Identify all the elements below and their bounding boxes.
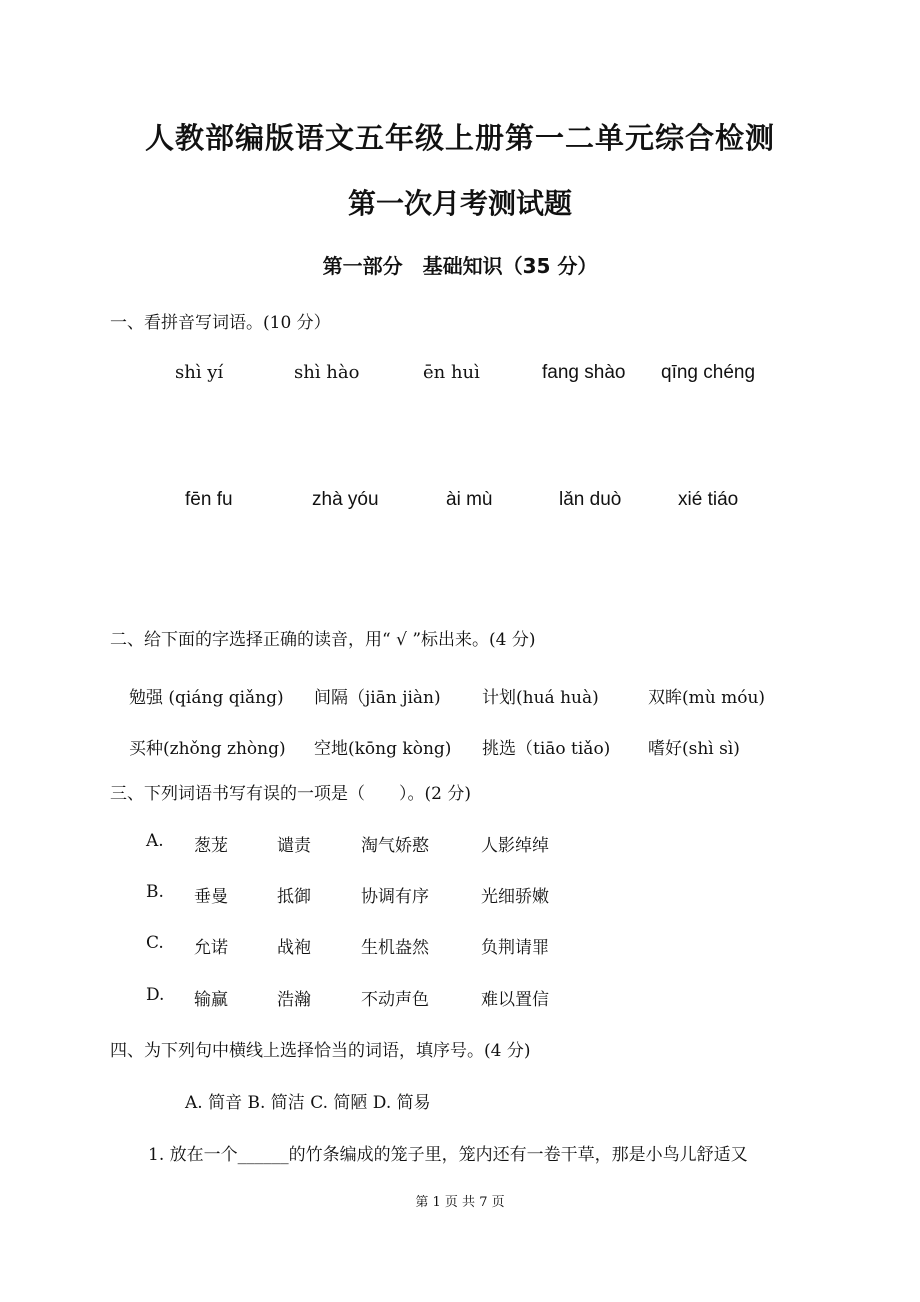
reading-choice: 间隔（jiān jiàn) bbox=[314, 688, 441, 708]
option-word: 垂曼 bbox=[194, 887, 228, 907]
pinyin-item: qīng chéng bbox=[661, 362, 756, 383]
option-word: 葱茏 bbox=[194, 836, 228, 856]
reading-choice: 计划(huá huà) bbox=[482, 688, 599, 708]
pinyin-item: ēn huì bbox=[423, 362, 480, 383]
reading-choice: 勉强 (qiáng qiǎng) bbox=[129, 688, 284, 708]
pinyin-item: ài mù bbox=[446, 489, 493, 510]
option-letter: D. bbox=[146, 985, 165, 1005]
option-word: 协调有序 bbox=[361, 887, 429, 907]
reading-choice: 空地(kōng kòng) bbox=[314, 739, 452, 759]
option-word: 难以置信 bbox=[481, 990, 549, 1010]
option-word: 光细骄嫩 bbox=[481, 887, 549, 907]
pinyin-item: zhà yóu bbox=[312, 489, 379, 510]
page-number: 第 1 页 共 7 页 bbox=[415, 1195, 505, 1210]
q4-label: 四、为下列句中横线上选择恰当的词语，填序号。(4 分) bbox=[110, 1041, 531, 1061]
pinyin-item: shì yí bbox=[175, 362, 224, 383]
q4-sentence-1: 1. 放在一个______的竹条编成的笼子里，笼内还有一卷干草，那是小鸟儿舒适又 bbox=[148, 1145, 748, 1165]
q1-label: 一、看拼音写词语。(10 分） bbox=[110, 313, 331, 333]
pinyin-item: lǎn duò bbox=[559, 489, 622, 510]
option-word: 不动声色 bbox=[361, 990, 429, 1010]
option-word: 输赢 bbox=[194, 990, 228, 1010]
option-word: 人影绰绰 bbox=[481, 836, 549, 856]
option-word: 生机盎然 bbox=[361, 938, 429, 958]
option-word: 淘气娇憨 bbox=[361, 836, 429, 856]
pinyin-item: fēn fu bbox=[185, 489, 233, 510]
q3-label: 三、下列词语书写有误的一项是（ ）。(2 分) bbox=[110, 784, 471, 804]
pinyin-item: xié tiáo bbox=[678, 489, 739, 510]
reading-choice: 挑选（tiāo tiǎo) bbox=[482, 739, 611, 759]
option-word: 抵御 bbox=[277, 887, 311, 907]
q2-label: 二、给下面的字选择正确的读音，用“ √ ”标出来。(4 分) bbox=[110, 630, 536, 650]
option-word: 谴责 bbox=[277, 836, 311, 856]
pinyin-item: fang shào bbox=[542, 362, 626, 383]
option-letter: C. bbox=[146, 933, 164, 953]
option-word: 战袍 bbox=[277, 938, 311, 958]
option-word: 负荆请罪 bbox=[481, 938, 549, 958]
document-title: 人教部编版语文五年级上册第一二单元综合检测 bbox=[144, 121, 775, 155]
reading-choice: 嗜好(shì sì) bbox=[648, 739, 740, 759]
option-letter: A. bbox=[146, 831, 164, 851]
document-subtitle: 第一次月考测试题 bbox=[347, 187, 572, 220]
option-word: 允诺 bbox=[194, 938, 228, 958]
reading-choice: 双眸(mù móu) bbox=[648, 688, 766, 708]
option-letter: B. bbox=[146, 882, 164, 902]
pinyin-item: shì hào bbox=[294, 362, 360, 383]
reading-choice: 买种(zhǒng zhòng) bbox=[129, 739, 286, 759]
section-title: 第一部分 基础知识（35 分） bbox=[322, 254, 598, 278]
option-word: 浩瀚 bbox=[277, 990, 311, 1010]
q4-choices: A. 简音 B. 简洁 C. 简陋 D. 简易 bbox=[185, 1093, 431, 1113]
